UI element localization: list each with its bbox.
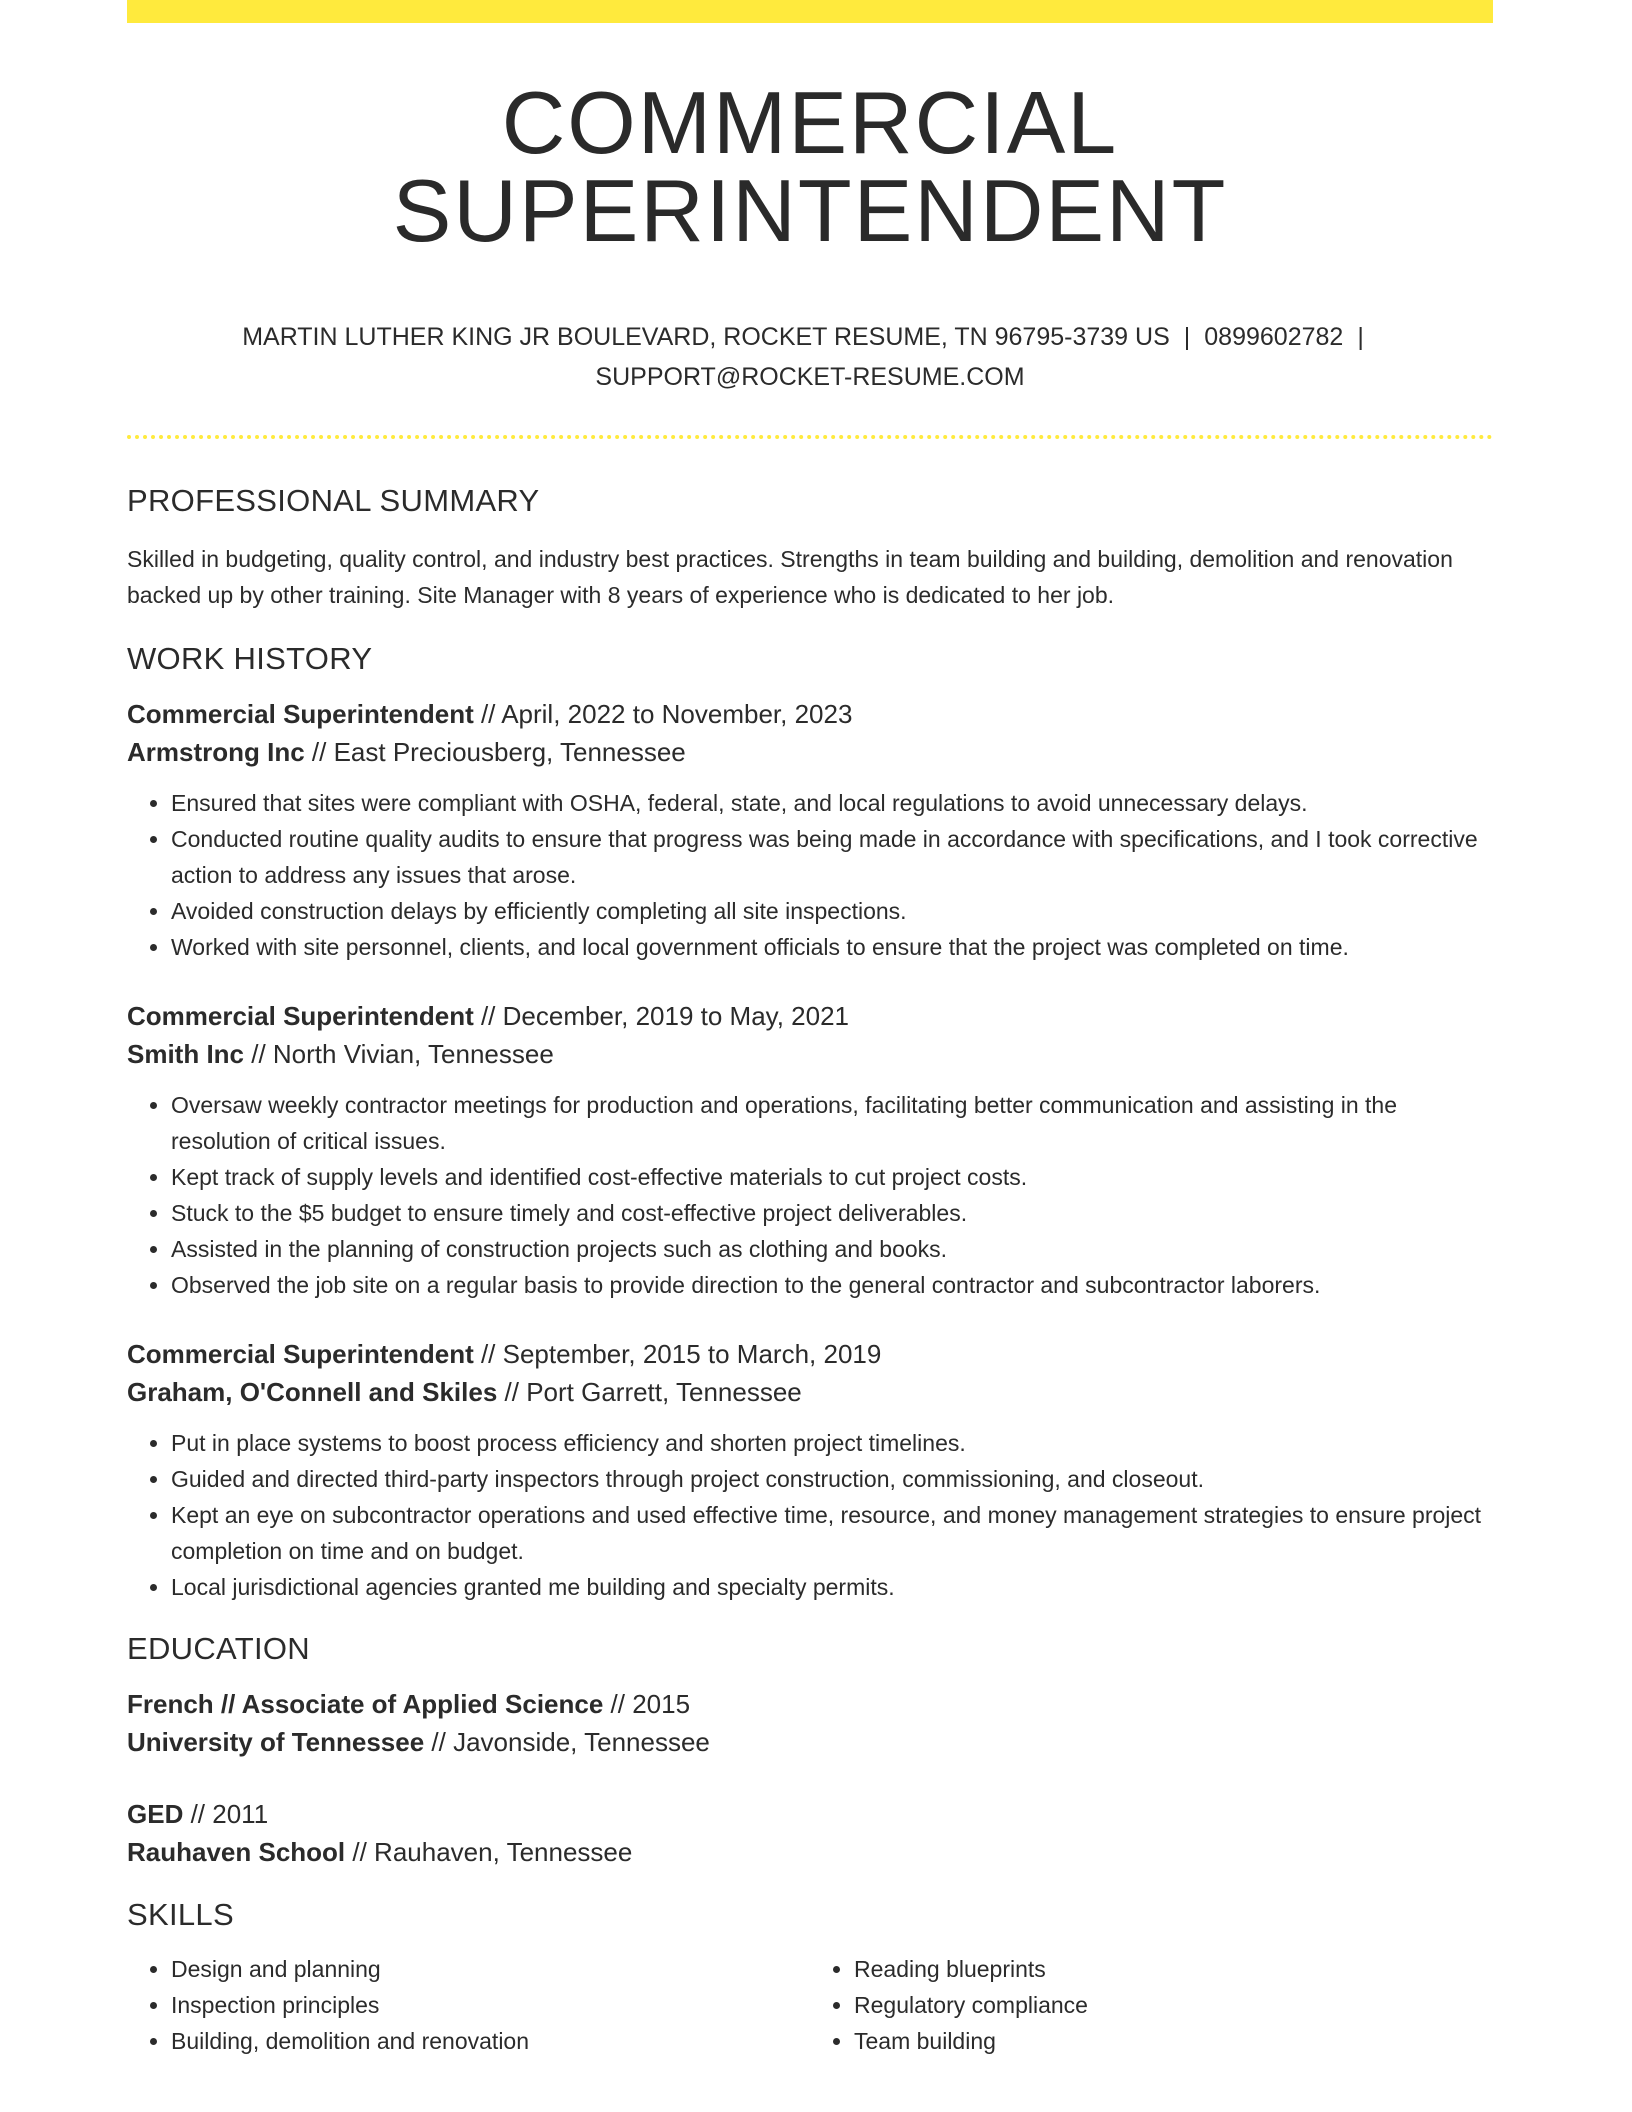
- list-item: • Reading blueprints: [854, 1951, 1493, 1987]
- job-dates: // December, 2019 to May, 2021: [473, 1001, 850, 1031]
- header-divider: [127, 435, 1493, 439]
- job-location: // Port Garrett, Tennessee: [497, 1377, 802, 1407]
- job-bullets: [127, 1087, 1493, 1303]
- job-title-line: [127, 695, 1493, 733]
- list-item: • Guided and directed third-party inspectors through project construction, commissioning, and closeout.: [171, 1461, 1493, 1497]
- education-heading: EDUCATION: [127, 1631, 310, 1666]
- education-location: // Rauhaven, Tennessee: [345, 1837, 633, 1867]
- list-item: • Kept track of supply levels and identified cost-effective materials to cut project costs.: [171, 1159, 1493, 1195]
- education-school-line: [127, 1833, 1493, 1871]
- list-item: • Worked with site personnel, clients, and local government officials to ensure that the project was completed on time.: [171, 929, 1493, 965]
- job-bullets: [127, 1425, 1493, 1605]
- education-degree-line: [127, 1685, 1493, 1723]
- list-item: • Conducted routine quality audits to ensure that progress was being made in accordance with specifications, and I took corrective action to address any issues that arose.: [171, 821, 1493, 893]
- contact-separator: |: [1357, 323, 1364, 351]
- job-title: Commercial Superintendent: [127, 1001, 474, 1031]
- contact-info: [127, 317, 1493, 397]
- skills-list-right: [810, 1951, 1493, 2059]
- list-item: • Ensured that sites were compliant with OSHA, federal, state, and local regulations to avoid unnecessary delays.: [171, 785, 1493, 821]
- education-school: University of Tennessee: [127, 1727, 425, 1757]
- list-item: • Kept an eye on subcontractor operations and used effective time, resource, and money management strategies to ensure project completion on time and on budget.: [171, 1497, 1493, 1569]
- list-item: • Regulatory compliance: [854, 1987, 1493, 2023]
- summary-heading: PROFESSIONAL SUMMARY: [127, 483, 540, 518]
- job-location: // East Preciousberg, Tennessee: [304, 737, 686, 767]
- contact-email: SUPPORT@ROCKET-RESUME.COM: [595, 363, 1025, 391]
- education-degree-line: [127, 1795, 1493, 1833]
- job-title-line: [127, 997, 1493, 1035]
- list-item: • Team building: [854, 2023, 1493, 2059]
- list-item: • Assisted in the planning of construction projects such as clothing and books.: [171, 1231, 1493, 1267]
- education-degree: French // Associate of Applied Science: [127, 1689, 604, 1719]
- job-location: // North Vivian, Tennessee: [244, 1039, 554, 1069]
- job-title: Commercial Superintendent: [127, 1339, 474, 1369]
- skills-list-left: [127, 1951, 810, 2059]
- education-year: // 2011: [183, 1799, 269, 1829]
- job-company-line: [127, 1035, 1493, 1073]
- list-item: • Avoided construction delays by efficiently completing all site inspections.: [171, 893, 1493, 929]
- job-entry: [127, 1335, 1493, 1605]
- skills-heading: SKILLS: [127, 1897, 234, 1932]
- job-company: Armstrong Inc: [127, 737, 305, 767]
- job-dates: // April, 2022 to November, 2023: [473, 699, 853, 729]
- education-location: // Javonside, Tennessee: [424, 1727, 710, 1757]
- education-degree: GED: [127, 1799, 184, 1829]
- education-entry: [127, 1685, 1493, 1761]
- job-company: Smith Inc: [127, 1039, 245, 1069]
- contact-separator: |: [1183, 323, 1191, 351]
- education-entry: [127, 1795, 1493, 1871]
- education-school: Rauhaven School: [127, 1837, 346, 1867]
- list-item: • Observed the job site on a regular basis to provide direction to the general contractor and subcontractor laborers.: [171, 1267, 1493, 1303]
- list-item: • Stuck to the $5 budget to ensure timely and cost-effective project deliverables.: [171, 1195, 1493, 1231]
- list-item: • Put in place systems to boost process efficiency and shorten project timelines.: [171, 1425, 1493, 1461]
- list-item: • Oversaw weekly contractor meetings for production and operations, facilitating better communication and assisting in the resolution of critical issues.: [171, 1087, 1493, 1159]
- list-item: • Building, demolition and renovation: [171, 2023, 810, 2059]
- contact-phone: 0899602782: [1204, 323, 1344, 351]
- job-dates: // September, 2015 to March, 2019: [473, 1339, 882, 1369]
- list-item: • Design and planning: [171, 1951, 810, 1987]
- list-item: • Local jurisdictional agencies granted me building and specialty permits.: [171, 1569, 1493, 1605]
- job-company: Graham, O'Connell and Skiles: [127, 1377, 498, 1407]
- work-history-heading: WORK HISTORY: [127, 641, 373, 676]
- job-title-line: [127, 1335, 1493, 1373]
- resume-page: [127, 0, 1493, 2059]
- resume-name: COMMERCIAL SUPERINTENDENT: [392, 73, 1228, 260]
- education-year: // 2015: [603, 1689, 691, 1719]
- job-company-line: [127, 1373, 1493, 1411]
- skills-columns: [127, 1951, 1493, 2059]
- education-school-line: [127, 1723, 1493, 1761]
- job-entry: [127, 695, 1493, 965]
- list-item: • Inspection principles: [171, 1987, 810, 2023]
- job-company-line: [127, 733, 1493, 771]
- job-entry: [127, 997, 1493, 1303]
- job-bullets: [127, 785, 1493, 965]
- summary-text: Skilled in budgeting, quality control, and industry best practices. Strengths in team building and building, demolition and renovation backed up by other training. Site Manager with 8 years of experience who is dedicated to her job.: [127, 546, 1453, 608]
- contact-address: MARTIN LUTHER KING JR BOULEVARD, ROCKET RESUME, TN 96795-3739 US: [242, 323, 1170, 351]
- job-title: Commercial Superintendent: [127, 699, 474, 729]
- accent-bar: [127, 0, 1493, 23]
